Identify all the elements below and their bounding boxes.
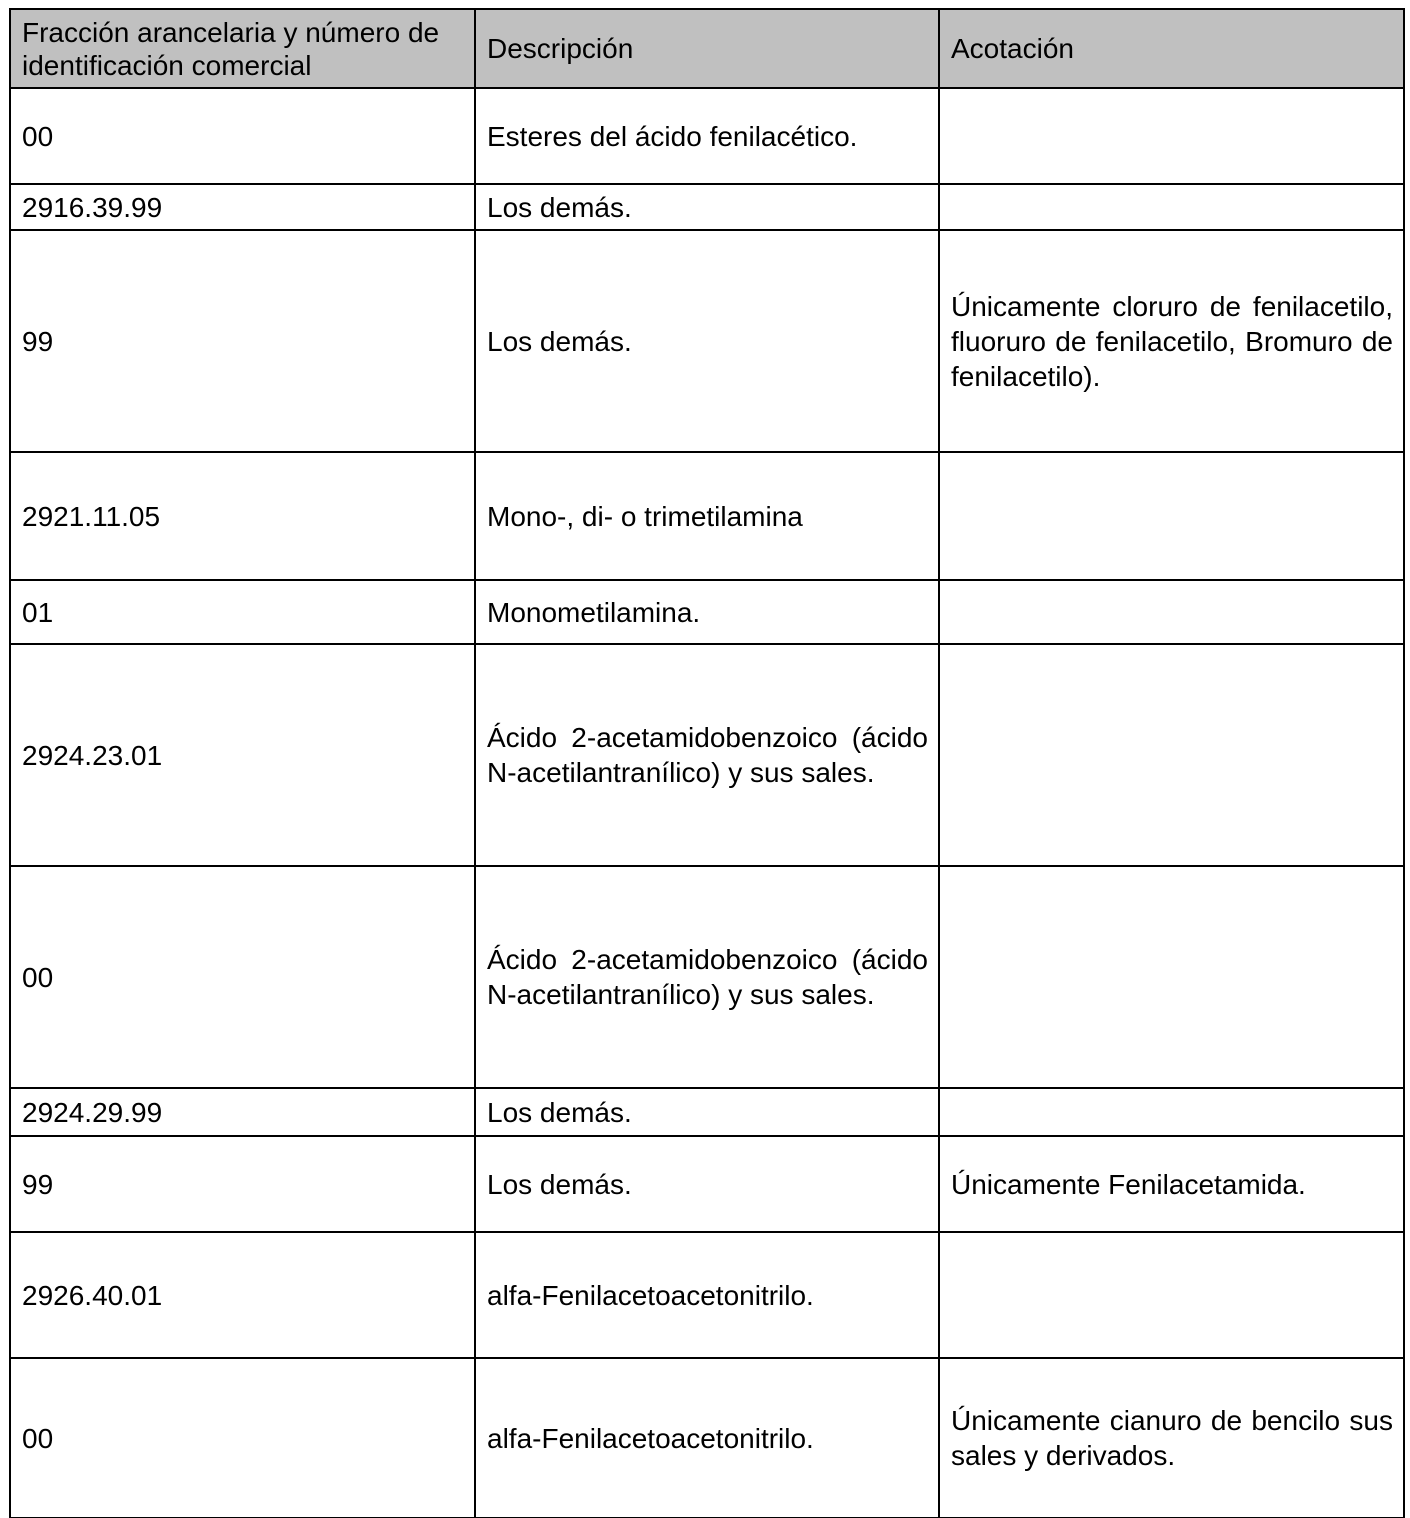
cell-acotacion (939, 184, 1404, 230)
table-row (10, 184, 1404, 230)
cell-descripcion: Monometilamina. (475, 580, 939, 644)
cell-acotacion (939, 644, 1404, 866)
cell-descripcion: Los demás. (475, 184, 939, 230)
cell-descripcion: Ácido 2-acetamidobenzoico (ácido N-acetilantranílico) y sus sales. (475, 644, 939, 866)
cell-fraccion: 00 (10, 1358, 475, 1518)
table-row (10, 452, 1404, 580)
cell-fraccion: 2926.40.01 (10, 1232, 475, 1358)
cell-acotacion: Únicamente Fenilacetamida. (939, 1136, 1404, 1232)
cell-descripcion: alfa-Fenilacetoacetonitrilo. (475, 1232, 939, 1358)
cell-fraccion: 00 (10, 88, 475, 184)
table-header (10, 9, 1404, 88)
table-row (10, 1136, 1404, 1232)
cell-descripcion: Los demás. (475, 1136, 939, 1232)
cell-descripcion: alfa-Fenilacetoacetonitrilo. (475, 1358, 939, 1518)
table-row (10, 1358, 1404, 1518)
table-row (10, 230, 1404, 452)
cell-acotacion (939, 1088, 1404, 1136)
header-acotacion: Acotación (939, 9, 1404, 88)
cell-acotacion (939, 452, 1404, 580)
header-fraccion: Fracción arancelaria y número de identificación comercial (10, 9, 475, 88)
header-row (10, 9, 1404, 88)
table-row (10, 866, 1404, 1088)
header-descripcion: Descripción (475, 9, 939, 88)
table-row (10, 644, 1404, 866)
cell-fraccion: 2924.23.01 (10, 644, 475, 866)
table-row (10, 1088, 1404, 1136)
table-body (10, 88, 1404, 1518)
cell-fraccion: 2916.39.99 (10, 184, 475, 230)
tariff-table (9, 8, 1405, 1518)
cell-fraccion: 01 (10, 580, 475, 644)
table-row (10, 580, 1404, 644)
cell-acotacion (939, 866, 1404, 1088)
cell-fraccion: 2924.29.99 (10, 1088, 475, 1136)
cell-descripcion: Esteres del ácido fenilacético. (475, 88, 939, 184)
cell-acotacion: Únicamente cianuro de bencilo sus sales y derivados. (939, 1358, 1404, 1518)
cell-acotacion: Únicamente cloruro de fenilacetilo, fluoruro de fenilacetilo, Bromuro de fenilacetilo). (939, 230, 1404, 452)
cell-fraccion: 99 (10, 230, 475, 452)
cell-acotacion (939, 580, 1404, 644)
cell-acotacion (939, 1232, 1404, 1358)
table-row (10, 88, 1404, 184)
cell-fraccion: 00 (10, 866, 475, 1088)
cell-fraccion: 2921.11.05 (10, 452, 475, 580)
cell-acotacion (939, 88, 1404, 184)
table-row (10, 1232, 1404, 1358)
cell-descripcion: Mono-, di- o trimetilamina (475, 452, 939, 580)
cell-fraccion: 99 (10, 1136, 475, 1232)
cell-descripcion: Los demás. (475, 1088, 939, 1136)
cell-descripcion: Ácido 2-acetamidobenzoico (ácido N-acetilantranílico) y sus sales. (475, 866, 939, 1088)
cell-descripcion: Los demás. (475, 230, 939, 452)
